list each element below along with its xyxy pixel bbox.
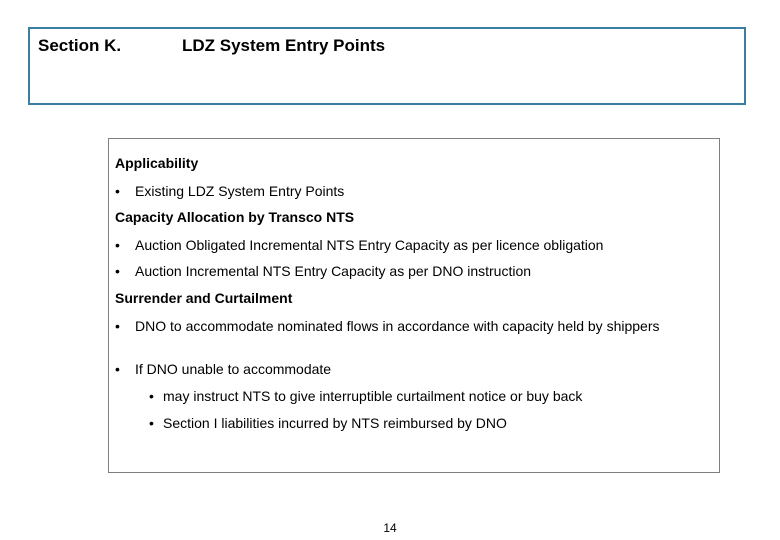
section-label: Section K. [38, 36, 122, 55]
bullet-text: Auction Obligated Incremental NTS Entry Capacity as per licence obligation [135, 237, 604, 253]
sub-list-item [149, 415, 709, 431]
bullet-icon: • [115, 318, 120, 334]
sub-bullet-text: Section I liabilities incurred by NTS reimbursed by DNO [163, 415, 507, 431]
heading-surrender-curtailment: Surrender and Curtailment [115, 290, 293, 306]
list-item [115, 183, 695, 199]
list-item [115, 361, 695, 377]
bullet-icon: • [115, 237, 120, 253]
bullet-text: If DNO unable to accommodate [135, 361, 332, 377]
list-item [115, 237, 705, 253]
page-number: 14 [383, 521, 397, 535]
heading-capacity-allocation: Capacity Allocation by Transco NTS [115, 209, 355, 225]
bullet-icon: • [115, 183, 120, 199]
bullet-text: Existing LDZ System Entry Points [135, 183, 345, 199]
heading-applicability: Applicability [115, 155, 199, 171]
sub-bullet-text: may instruct NTS to give interruptible curtailment notice or buy back [163, 388, 583, 404]
bullet-icon: • [115, 263, 120, 279]
list-item [115, 318, 690, 334]
bullet-text: Auction Incremental NTS Entry Capacity as per DNO instruction [135, 263, 532, 279]
bullet-icon: • [115, 361, 120, 377]
sub-list-item [149, 388, 709, 404]
list-item [115, 263, 705, 279]
bullet-text: DNO to accommodate nominated flows in accordance with capacity held by shippers [135, 318, 660, 334]
section-header-box [28, 27, 746, 105]
bullet-icon: • [149, 388, 154, 404]
section-title: LDZ System Entry Points [182, 36, 386, 55]
bullet-icon: • [149, 415, 154, 431]
content-box [108, 138, 720, 473]
